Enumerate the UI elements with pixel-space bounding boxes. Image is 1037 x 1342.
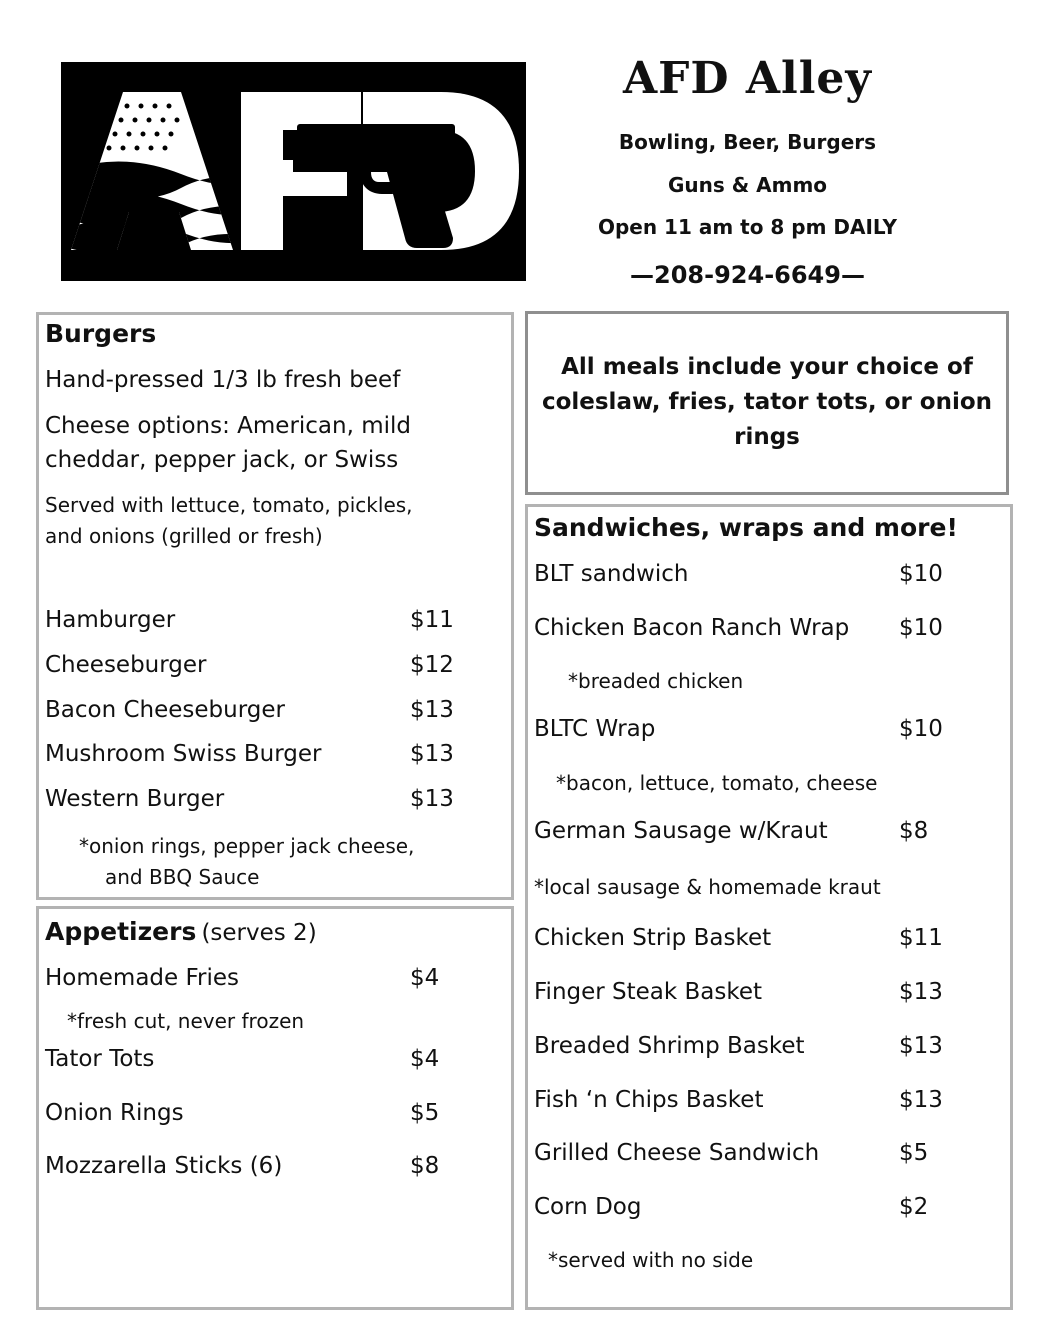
menu-item-price: $8: [410, 1153, 440, 1179]
appetizers-serves: (serves 2): [201, 920, 317, 946]
sandwiches-heading: Sandwiches, wraps and more!: [534, 513, 958, 542]
afd-logo: [61, 62, 526, 281]
phone-number: —208-924-6649—: [630, 261, 865, 289]
menu-item-price: $5: [899, 1140, 929, 1166]
menu-item-price: $13: [410, 786, 454, 812]
menu-item-price: $13: [410, 697, 454, 723]
menu-item-name: BLT sandwich: [534, 561, 689, 587]
sandwiches-section: [525, 504, 1013, 1310]
header: [560, 53, 935, 289]
appetizers-section: [36, 906, 514, 1310]
menu-item-name: Fish ‘n Chips Basket: [534, 1087, 764, 1113]
menu-item-price: $4: [410, 1046, 440, 1072]
menu-item-price: $10: [899, 716, 943, 742]
menu-item-name: Chicken Strip Basket: [534, 925, 772, 951]
menu-item-price: $13: [899, 1033, 943, 1059]
menu-item-price: $13: [899, 979, 943, 1005]
served-with-line2: and onions (grilled or fresh): [45, 524, 323, 548]
western-burger-note-line1: *onion rings, pepper jack cheese,: [79, 834, 415, 858]
menu-item-price: $13: [899, 1087, 943, 1113]
appetizers-heading-row: [45, 917, 317, 946]
burgers-section: [36, 312, 514, 900]
menu-item-price: $4: [410, 965, 440, 991]
menu-item-name: Hamburger: [45, 607, 176, 633]
business-name: AFD Alley: [623, 53, 872, 104]
tagline-activities: Bowling, Beer, Burgers: [618, 130, 877, 154]
corn-dog-note: *served with no side: [548, 1248, 754, 1272]
appetizers-heading: Appetizers: [45, 917, 197, 946]
menu-item-name: Grilled Cheese Sandwich: [534, 1140, 820, 1166]
menu-item-name: Cheeseburger: [45, 652, 207, 678]
menu-item-price: $2: [899, 1194, 929, 1220]
menu-item-name: Mozzarella Sticks (6): [45, 1153, 283, 1179]
menu-item-name: Western Burger: [45, 786, 225, 812]
burgers-heading: Burgers: [45, 319, 157, 348]
menu-item-name: BLTC Wrap: [534, 716, 656, 742]
menu-item-price: $10: [899, 615, 943, 641]
tagline-products: Guns & Ammo: [667, 173, 828, 197]
afd-logo-graphic: [61, 62, 526, 281]
menu-item-name: Corn Dog: [534, 1194, 642, 1220]
menu-item-name: German Sausage w/Kraut: [534, 818, 828, 844]
menu-item-name: Mushroom Swiss Burger: [45, 741, 322, 767]
german-sausage-note: *local sausage & homemade kraut: [534, 875, 881, 899]
menu-item-price: $5: [410, 1100, 440, 1126]
cbr-wrap-note: *breaded chicken: [568, 669, 744, 693]
menu-item-name: Chicken Bacon Ranch Wrap: [534, 615, 850, 641]
menu-item-price: $8: [899, 818, 929, 844]
western-burger-note-line2: and BBQ Sauce: [105, 865, 260, 889]
menu-item-price: $11: [410, 607, 454, 633]
cheese-options-line2: cheddar, pepper jack, or Swiss: [45, 447, 399, 473]
menu-item-name: Tator Tots: [45, 1046, 155, 1072]
menu-item-price: $12: [410, 652, 454, 678]
menu-item-name: Onion Rings: [45, 1100, 184, 1126]
meals-note: All meals include your choice of coleslaw, fries, tator tots, or onion rings: [541, 354, 993, 450]
fries-note: *fresh cut, never frozen: [67, 1009, 305, 1033]
menu-item-price: $11: [899, 925, 943, 951]
menu-item-name: Breaded Shrimp Basket: [534, 1033, 805, 1059]
menu-item-price: $10: [899, 561, 943, 587]
business-hours: Open 11 am to 8 pm DAILY: [597, 215, 898, 239]
cheese-options-line1: Cheese options: American, mild: [45, 413, 412, 439]
menu-item-name: Finger Steak Basket: [534, 979, 763, 1005]
menu-item-name: Bacon Cheeseburger: [45, 697, 285, 723]
menu-item-price: $13: [410, 741, 454, 767]
bltc-wrap-note: *bacon, lettuce, tomato, cheese: [556, 771, 878, 795]
served-with-line1: Served with lettuce, tomato, pickles,: [45, 493, 413, 517]
menu-item-name: Homemade Fries: [45, 965, 240, 991]
meals-note-box: [525, 311, 1009, 495]
burgers-description: Hand-pressed 1/3 lb fresh beef: [45, 367, 401, 393]
